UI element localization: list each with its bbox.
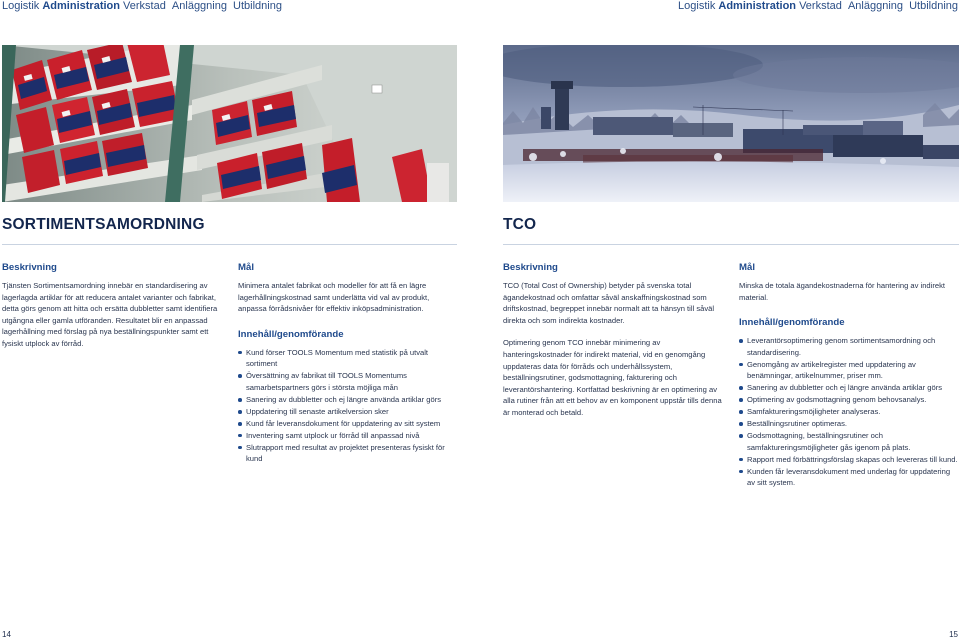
list-item: Översättning av fabrikat till TOOLS Momentums samarbetspartners görs i största möjliga mån [238,370,460,393]
beskrivning-column [503,262,725,419]
list-item: Leverantörsoptimering genom sortimentsamordning och standardisering. [739,335,959,358]
mal-text: Minska de totala ägandekostnaderna för hantering av indirekt material. [739,281,946,302]
innehall-heading: Innehåll/genomförande [238,328,344,340]
header-nav-right [678,0,958,12]
mal-heading: Mål [739,262,755,273]
beskrivning-heading: Beskrivning [2,262,57,273]
beskrivning-text: TCO (Total Cost of Ownership) betyder på svenska total ägandekostnad och omfattar såväl anskaffningskostnad som driftskostnad, begreppet innebär normalt att ta hänsyn till såväl direkta och som indirekta kostnader. [503,281,715,325]
section-divider [503,244,959,245]
list-item: Sanering av dubbletter och ej längre använda artiklar görs [739,382,959,394]
header-item-administration: Administration [718,0,797,12]
beskrivning-column [2,262,224,350]
section-divider [2,244,457,245]
list-item: Beställningsrutiner optimeras. [739,418,959,430]
list-item: Slutrapport med resultat av projektet presenteras fysiskt för kund [238,442,460,465]
list-item: Kund förser TOOLS Momentum med statistik på utvalt sortiment [238,347,460,370]
mal-column [739,262,959,489]
list-item: Rapport med förbättringsförslag skapas och levereras till kund. [739,454,959,466]
innehall-heading: Innehåll/genomförande [739,317,845,329]
page-number: 15 [949,630,958,639]
header-item-anlaggning: Anläggning [171,0,227,12]
section-title-tco: TCO [503,216,537,233]
list-item: Genomgång av artikelregister med uppdatering av benämningar, artikelnummer, priser mm. [739,359,959,382]
innehall-list [739,335,959,489]
header-item-logistik: Logistik [2,0,40,12]
list-item: Kunden får leveransdokument med underlag för uppdatering av sitt system. [739,466,959,489]
mal-text: Minimera antalet fabrikat och modeller för att få en lägre lagerhållningskostnad samt underlätta vid val av produkt, anpassa förrådsnivåer för effektiv inköpsadministration. [238,281,430,314]
header-item-utbildning: Utbildning [909,0,958,12]
header-nav-left [2,0,282,12]
list-item: Optimering av godsmottagning genom behovsanalys. [739,394,959,406]
list-item: Kund får leveransdokument för uppdatering av sitt system [238,418,460,430]
list-item: Inventering samt utplock ur förråd till anpassad nivå [238,430,460,442]
list-item: Samfaktureringsmöjligheter analyseras. [739,406,959,418]
header-item-logistik: Logistik [678,0,716,12]
beskrivning-text: Optimering genom TCO innebär minimering av hanteringskostnader för indirekt material, vid en genomgång uppdateras data för förråds och underhållssystem, beställningsrutiner, godsmottagning, fakturering och leverantörshantering. Kortfattad beskrivning är en optimering av alla rutiner från att ett behov av en komponent uppstår tills denna är monterad och betald. [503,338,722,417]
beskrivning-text: Tjänsten Sortimentsamordning innebär en standardisering av lagerlagda artiklar för att reducera antalet varianter och fabrikat, detta görs genom att hitta och ersätta dubbletter samt identifiera utgångna eller gamla utföranden. Resultatet blir en anpassad lagerhållning med förslag på nya beställningspunkter samt ett fysiskt utplock av förråd. [2,281,218,348]
header-item-administration: Administration [42,0,120,12]
list-item: Godsmottagning, beställningsrutiner och samfaktureringsmöjligheter gås igenom på plats. [739,430,959,453]
winter-industrial-site-photo [503,45,959,202]
header-item-anlaggning: Anläggning [847,0,904,12]
mal-heading: Mål [238,262,254,273]
section-title-sortimentsamordning: SORTIMENTSAMORDNING [2,216,205,233]
header-item-verkstad: Verkstad [123,0,166,12]
header-item-verkstad: Verkstad [799,0,842,12]
header-item-utbildning: Utbildning [233,0,282,12]
warehouse-shelves-photo [2,45,457,202]
beskrivning-heading: Beskrivning [503,262,558,273]
innehall-list [238,347,460,465]
mal-column [238,262,460,465]
list-item: Uppdatering till senaste artikelversion sker [238,406,460,418]
list-item: Sanering av dubbletter och ej längre använda artiklar görs [238,394,460,406]
page-number: 14 [2,630,11,639]
